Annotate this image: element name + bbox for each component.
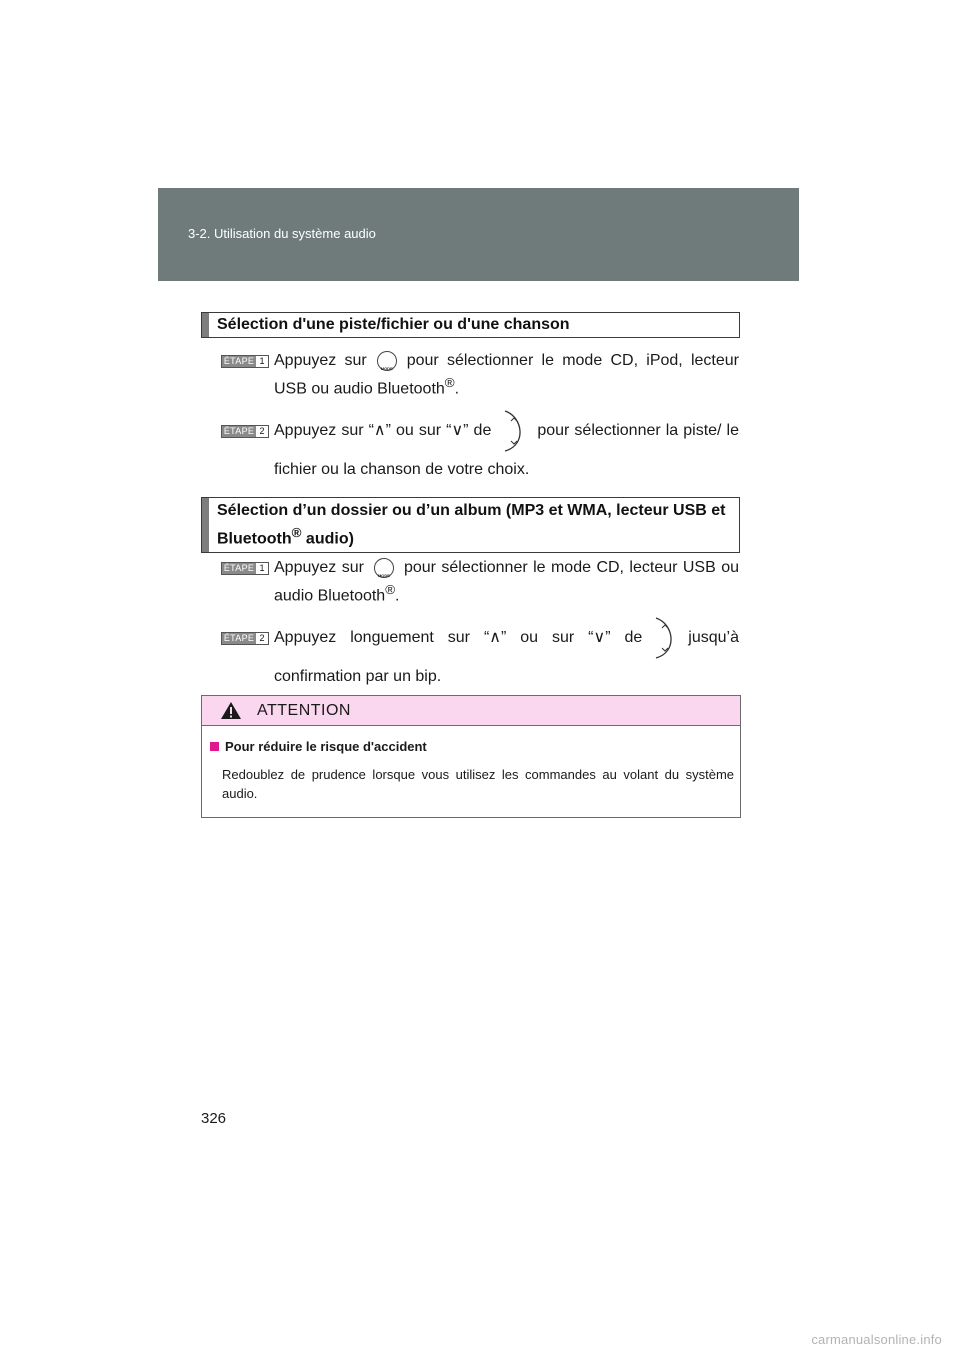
- step-badge-number: 1: [259, 356, 265, 366]
- steering-rocker-switch-icon: [497, 409, 531, 453]
- section-heading-text: Sélection d'une piste/fichier ou d'une chanson: [217, 316, 570, 333]
- attention-subtitle: [210, 739, 427, 754]
- step-text-after: pour sélectionner le mode CD, lecteur USB ou audio Bluetooth: [274, 559, 740, 605]
- mode-button-icon: [374, 558, 394, 578]
- step-text: [274, 409, 739, 486]
- step-badge-number: 1: [259, 563, 265, 573]
- step-text-end: .: [454, 380, 460, 398]
- step-badge: [221, 562, 269, 575]
- step-badge: [221, 632, 269, 645]
- watermark: carmanualsonline.info: [811, 1332, 942, 1347]
- step-text-before: Appuyez sur “∧” ou sur “∨” de: [274, 422, 492, 440]
- attention-header: [202, 696, 740, 726]
- section-heading-text-b: audio): [301, 530, 354, 548]
- mode-button-icon: [377, 351, 397, 371]
- section-heading-folder: [201, 497, 740, 553]
- warning-triangle-icon: [220, 701, 242, 720]
- step-badge-label: ÉTAPE: [223, 426, 255, 436]
- section-heading-text: [202, 498, 739, 552]
- mode-button-label: MODE: [377, 572, 390, 578]
- step-text: [274, 616, 739, 693]
- step-text-after: pour sélectionner le mode CD, iPod, lecteur USB ou audio Bluetooth: [274, 352, 739, 398]
- step-text-before: Appuyez sur: [274, 352, 367, 369]
- step-text-before: Appuyez longuement sur “∧” ou sur “∨” de: [274, 629, 643, 647]
- step-badge: [221, 425, 269, 438]
- step-text: [274, 557, 739, 607]
- step-badge-label: ÉTAPE: [223, 356, 255, 366]
- step-badge-number: 2: [259, 426, 265, 436]
- attention-title: ATTENTION: [257, 702, 351, 719]
- registered-mark: ®: [444, 375, 455, 390]
- registered-mark: ®: [291, 525, 302, 540]
- step-text-end: .: [395, 587, 400, 605]
- step-text: [274, 350, 739, 400]
- step-badge: [221, 355, 269, 368]
- attention-body: Redoublez de prudence lorsque vous utilisez les commandes au volant du système audio.: [222, 767, 734, 801]
- step-badge-number: 2: [259, 633, 265, 643]
- steering-rocker-switch-icon: [648, 616, 682, 660]
- step-text-after: jusqu’à confirmation par un bip.: [274, 629, 739, 685]
- step-badge-label: ÉTAPE: [223, 633, 255, 643]
- section-heading-track: [201, 312, 740, 338]
- section-heading-text-a: Sélection d’un dossier ou d’un album (MP3 et WMA, lecteur USB et Bluetooth: [217, 502, 726, 548]
- registered-mark: ®: [385, 582, 396, 597]
- step-text-after: pour sélectionner la piste/ le fichier ou la chanson de votre choix.: [274, 422, 740, 478]
- bullet-square-icon: [210, 742, 219, 751]
- chapter-title: 3-2. Utilisation du système audio: [188, 226, 376, 241]
- attention-subtitle-text: Pour réduire le risque d'accident: [225, 739, 427, 754]
- step-badge-label: ÉTAPE: [223, 563, 255, 573]
- page-number: 326: [201, 1110, 227, 1127]
- step-text-before: Appuyez sur: [274, 559, 364, 576]
- attention-box: [201, 695, 741, 818]
- mode-button-label: MODE: [380, 365, 393, 371]
- header-band: [158, 188, 799, 281]
